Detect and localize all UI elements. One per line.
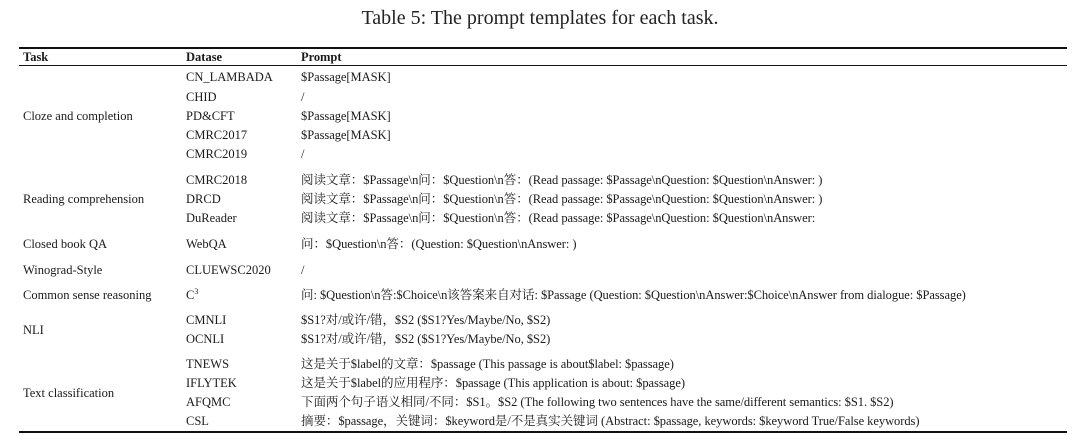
- dataset-cell: CMRC2018: [186, 173, 248, 187]
- dataset-cell: IFLYTEK: [186, 376, 237, 390]
- prompt-cell: $Passage[MASK]: [301, 128, 391, 142]
- prompt-cell: $Passage[MASK]: [301, 109, 391, 123]
- task-label: Common sense reasoning: [23, 288, 152, 302]
- dataset-cell: CLUEWSC2020: [186, 263, 271, 277]
- table-bottom-rule: [19, 431, 1067, 433]
- dataset-cell: WebQA: [186, 237, 227, 251]
- prompt-cell: $S1?对/或许/错，$S2 ($S1?Yes/Maybe/No, $S2): [301, 313, 551, 327]
- header-dataset: Datase: [186, 50, 223, 64]
- prompt-cell: 问: $Question\n答:$Choice\n该答案来自对话: $Passage (Question: $Question\nAnswer:$Choice\nAnswer from dialogue: $Passage): [301, 288, 966, 302]
- table-top-rule: [19, 47, 1067, 49]
- task-label: Reading comprehension: [23, 192, 145, 206]
- prompt-cell: 阅读文章：$Passage\n问：$Question\n答：(Read passage: $Passage\nQuestion: $Question\nAnswer: ): [301, 173, 823, 187]
- prompt-cell: 阅读文章：$Passage\n问：$Question\n答：(Read passage: $Passage\nQuestion: $Question\nAnswer: ): [301, 192, 823, 206]
- task-label: Closed book QA: [23, 237, 108, 251]
- dataset-cell: DRCD: [186, 192, 221, 206]
- task-label: Winograd-Style: [23, 263, 103, 277]
- dataset-cell: CMRC2019: [186, 147, 248, 161]
- dataset-cell: CMRC2017: [186, 128, 248, 142]
- prompt-cell: 下面两个句子语义相同/不同：$S1。$S2 (The following two sentences have the same/different semantics: $S1. $S2): [301, 395, 894, 409]
- dataset-cell: [186, 287, 198, 303]
- prompt-cell: 阅读文章：$Passage\n问：$Question\n答：(Read passage: $Passage\nQuestion: $Question\nAnswer:: [301, 211, 816, 225]
- dataset-cell: DuReader: [186, 211, 237, 225]
- dataset-cell: CN_LAMBADA: [186, 70, 273, 84]
- dataset-cell: OCNLI: [186, 332, 225, 346]
- prompt-cell: 摘要：$passage，关键词：$keyword是/不是真实关键词 (Abstract: $passage, keywords: $keyword True/False keywords): [301, 414, 920, 428]
- dataset-superscript: 3: [194, 286, 199, 296]
- prompt-cell: 这是关于$label的文章：$passage (This passage is about$label: $passage): [301, 357, 674, 371]
- dataset-cell: AFQMC: [186, 395, 231, 409]
- prompt-cell: $S1?对/或许/错，$S2 ($S1?Yes/Maybe/No, $S2): [301, 332, 551, 346]
- dataset-cell: PD&CFT: [186, 109, 235, 123]
- dataset-base: C: [186, 288, 195, 302]
- prompt-cell: 问：$Question\n答：(Question: $Question\nAnswer: ): [301, 237, 577, 251]
- table-caption: Table 5: The prompt templates for each task.: [361, 7, 719, 29]
- header-task: Task: [23, 50, 49, 64]
- task-label: Text classification: [23, 386, 115, 400]
- dataset-cell: CSL: [186, 414, 209, 428]
- task-label: NLI: [23, 323, 44, 337]
- dataset-cell: TNEWS: [186, 357, 230, 371]
- prompt-cell: /: [301, 90, 305, 104]
- prompt-cell: /: [301, 147, 305, 161]
- task-label: Cloze and completion: [23, 109, 133, 123]
- header-prompt: Prompt: [301, 50, 342, 64]
- dataset-cell: CHID: [186, 90, 217, 104]
- prompt-cell: 这是关于$label的应用程序：$passage (This application is about: $passage): [301, 376, 685, 390]
- dataset-cell: CMNLI: [186, 313, 227, 327]
- table-header-rule: [19, 65, 1067, 66]
- prompt-cell: /: [301, 263, 305, 277]
- prompt-cell: $Passage[MASK]: [301, 70, 391, 84]
